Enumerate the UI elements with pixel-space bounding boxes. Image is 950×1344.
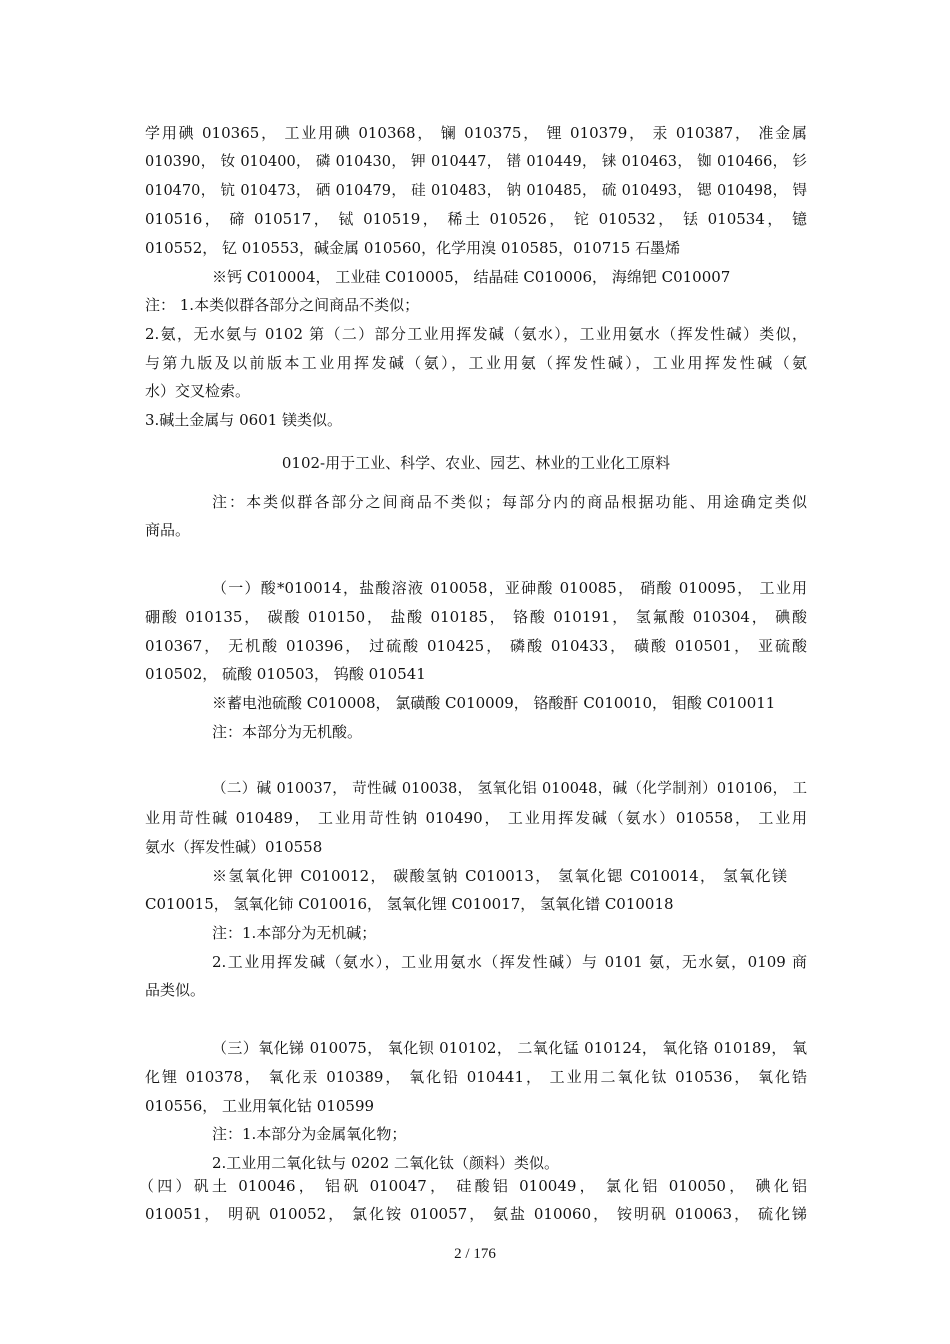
page-number: 2 / 176 (454, 1246, 496, 1262)
text-line: （一）酸*010014，盐酸溶液 010058，亚砷酸 010085， 硝酸 010095， 工业用 (212, 579, 807, 597)
text-line: 010552， 钇 010553，碱金属 010560，化学用溴 010585，010715 石墨烯 (145, 239, 681, 257)
text-line: 硼酸 010135， 碳酸 010150， 盐酸 010185， 铬酸 010191， 氢氟酸 010304， 碘酸 (145, 608, 807, 626)
text-line: （二）碱 010037， 苛性碱 010038， 氢氧化铝 010048，碱（化学制剂）010106， 工 (212, 781, 807, 797)
note-line: 商品。 (145, 521, 191, 539)
text-line: 010470， 钪 010473， 硒 010479， 硅 010483， 钠 010485， 硫 010493， 锶 010498， 锝 (145, 183, 807, 199)
text-line: 010051， 明矾 010052， 氯化铵 010057， 氨盐 010060， 铵明矾 010063， 硫化锑 (145, 1205, 807, 1223)
section-heading: 0102-用于工业、科学、农业、园艺、林业的工业化工原料 (281, 454, 671, 472)
text-line: 010556， 工业用氧化钴 010599 (145, 1097, 375, 1115)
note-line: 与第九版及以前版本工业用挥发碱（氨），工业用氨（挥发性碱），工业用挥发性碱（氨 (145, 354, 807, 372)
note-line: 注： 1.本类似群各部分之间商品不类似； (145, 296, 420, 314)
text-line: 化锂 010378， 氧化汞 010389， 氧化铅 010441， 工业用二氧化钛 010536， 氧化锆 (145, 1068, 807, 1086)
text-line: ※钙 C010004， 工业硅 C010005， 结晶硅 C010006， 海绵钯 C010007 (212, 268, 731, 286)
note-line: 2.工业用挥发碱（氨水），工业用氨水（挥发性碱）与 0101 氨，无水氨，0109 商 (212, 953, 807, 971)
text-line: C010015， 氢氧化铈 C010016， 氢氧化锂 C010017， 氢氧化镨 C010018 (145, 895, 674, 913)
note-line: 2.工业用二氧化钛与 0202 二氧化钛（颜料）类似。 (212, 1154, 560, 1172)
note-line: 注：本部分为无机酸。 (212, 723, 363, 741)
note-line: 注：1.本部分为无机碱； (212, 924, 377, 942)
text-line: 010367， 无机酸 010396， 过硫酸 010425， 磷酸 010433， 磺酸 010501， 亚硫酸 (145, 637, 807, 655)
text-line: 业用苛性碱 010489， 工业用苛性钠 010490， 工业用挥发碱（氨水）010558， 工业用 (145, 809, 807, 827)
text-line: 010390， 钕 010400， 磷 010430， 钾 010447， 镨 010449， 铼 010463， 铷 010466， 钐 (145, 154, 807, 170)
text-line: （四）矾土 010046， 铝矾 010047， 硅酸铝 010049， 氯化铝 010050， 碘化铝 (139, 1177, 807, 1195)
text-line: 010516， 碲 010517， 铽 010519， 稀土 010526， 铊 010532， 铥 010534， 镱 (145, 210, 807, 228)
note-line: 注：1.本部分为金属氧化物； (212, 1125, 407, 1143)
note-line: 注：本类似群各部分之间商品不类似；每部分内的商品根据功能、用途确定类似 (212, 493, 807, 511)
text-line: （三）氧化锑 010075， 氧化钡 010102， 二氧化锰 010124， 氧化铬 010189， 氧 (212, 1039, 807, 1057)
text-line: ※蓄电池硫酸 C010008， 氯磺酸 C010009， 铬酸酐 C010010， 钼酸 C010011 (212, 694, 776, 712)
note-line: 2.氨，无水氨与 0102 第（二）部分工业用挥发碱（氨水），工业用氨水（挥发性碱）类似， (145, 325, 807, 343)
text-line: 学用碘 010365， 工业用碘 010368， 镧 010375， 锂 010379， 汞 010387， 准金属 (145, 124, 807, 142)
text-line: ※氢氧化钾 C010012， 碳酸氢钠 C010013， 氢氧化锶 C010014， 氢氧化镁 (212, 867, 787, 885)
note-line: 品类似。 (145, 981, 206, 999)
text-line: 氨水（挥发性碱）010558 (145, 838, 323, 856)
note-line: 水）交叉检索。 (145, 382, 251, 400)
text-line: 010502， 硫酸 010503， 钨酸 010541 (145, 665, 426, 683)
note-line: 3.碱土金属与 0601 镁类似。 (145, 411, 343, 429)
